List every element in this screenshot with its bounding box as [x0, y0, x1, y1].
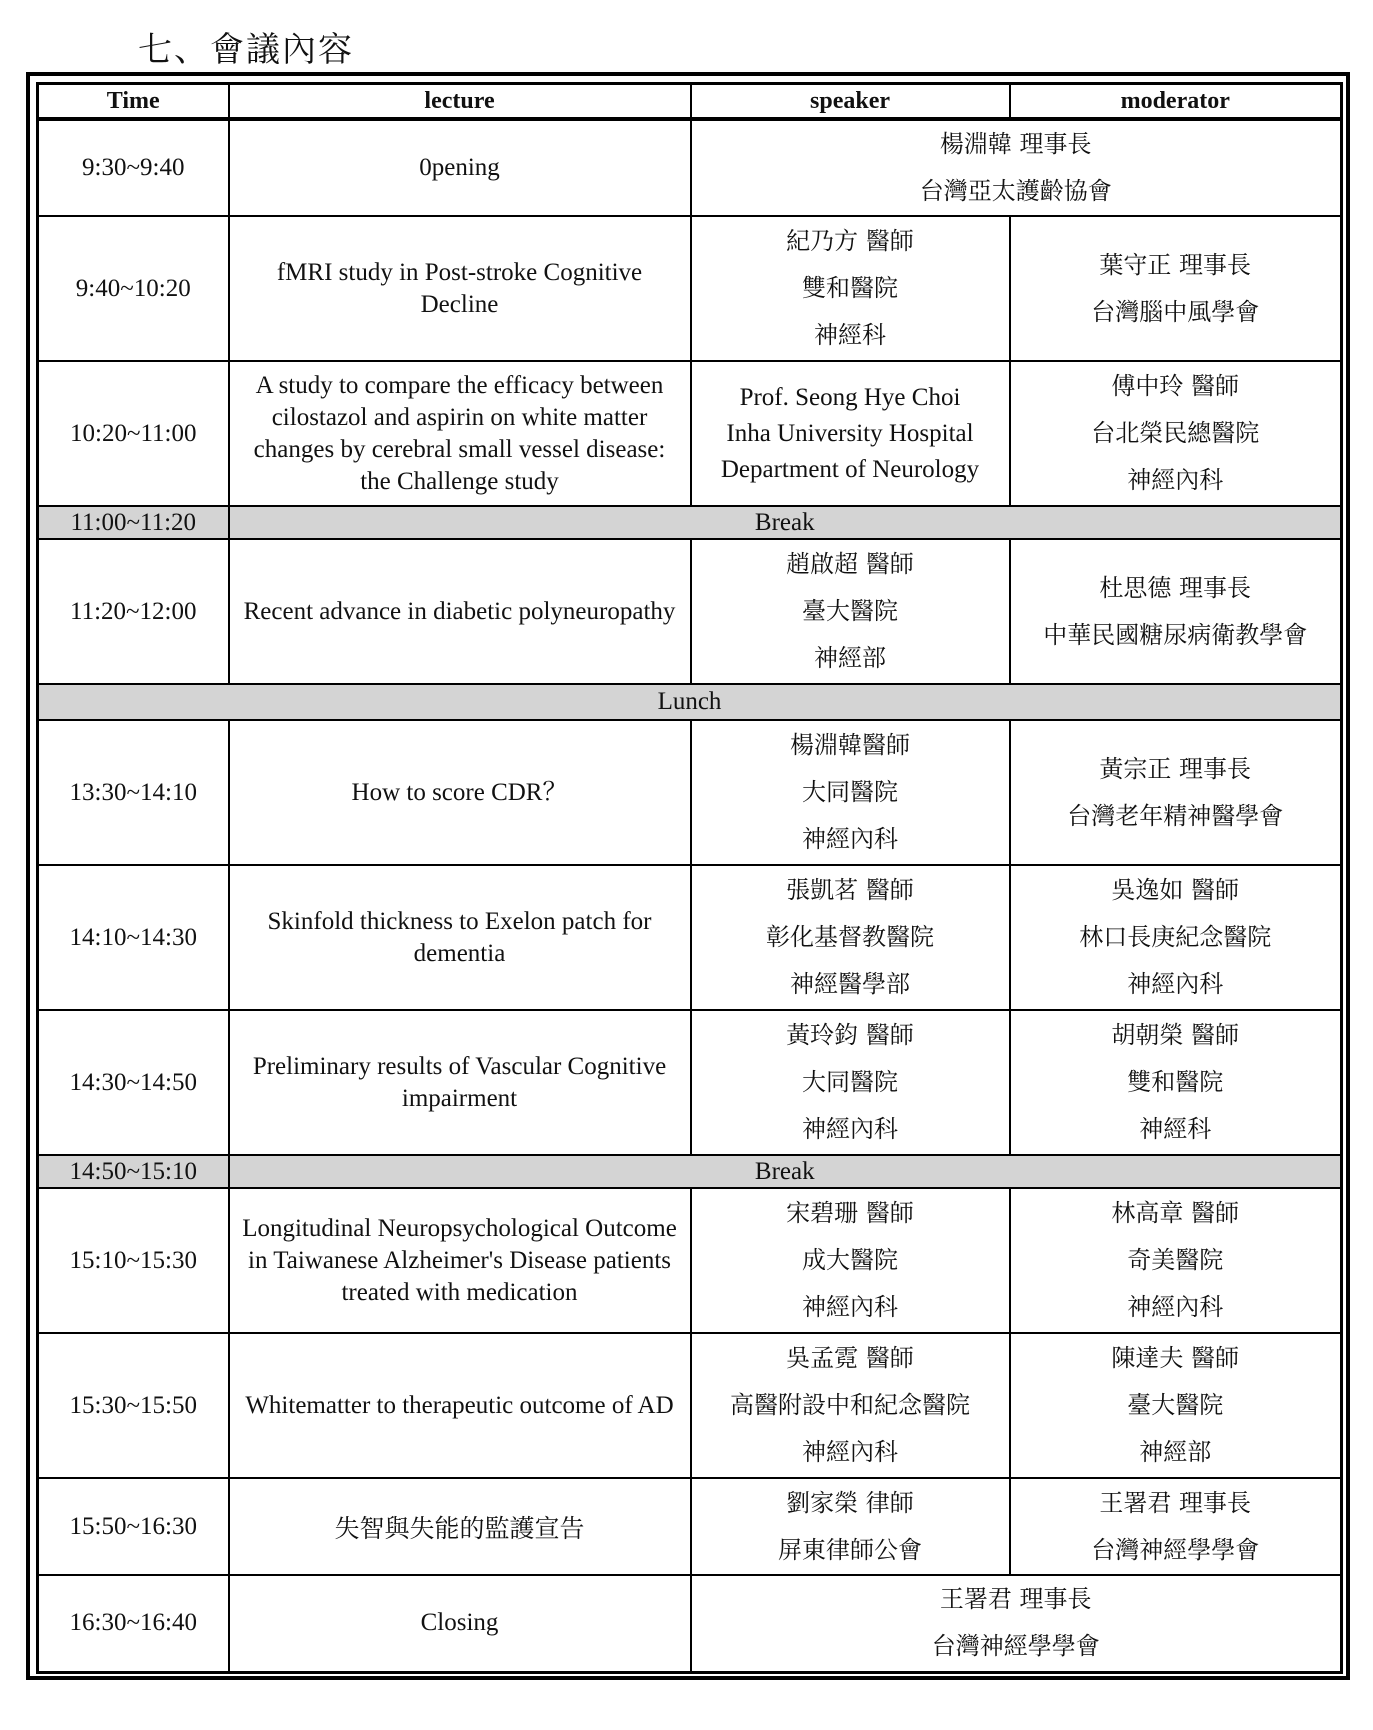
moderator-org: 台灣神經學學會	[1091, 1535, 1260, 1564]
time-cell: 9:40~10:20	[38, 216, 229, 361]
speaker-org: 大同醫院	[802, 1068, 898, 1096]
moderator-dept: 神經部	[1139, 1438, 1212, 1466]
moderator-dept: 神經內科	[1127, 970, 1224, 998]
moderator-org: 台北榮民總醫院	[1091, 419, 1260, 447]
speaker-org: 大同醫院	[802, 778, 898, 806]
table-row	[38, 1478, 1342, 1575]
speaker-org: 彰化基督教醫院	[766, 923, 934, 951]
moderator-name: 陳達夫 醫師	[1111, 1344, 1240, 1372]
table-row	[38, 720, 1342, 865]
table-row	[38, 539, 1342, 684]
speaker-cell	[691, 216, 1010, 361]
header-time: Time	[38, 84, 229, 120]
header-row	[38, 84, 1342, 120]
lecture-cell: fMRI study in Post-stroke Cognitive Decline	[229, 216, 691, 361]
moderator-dept: 神經內科	[1127, 1293, 1224, 1321]
moderator-cell	[1010, 361, 1342, 506]
lecture-cell: A study to compare the efficacy between cilostazol and aspirin on white matter changes by cerebral small vessel disease: the Challenge study	[229, 361, 691, 506]
speaker-cell	[691, 361, 1010, 506]
lecture-cell: Whitematter to therapeutic outcome of AD	[229, 1333, 691, 1478]
moderator-org: 奇美醫院	[1127, 1246, 1224, 1274]
break-row	[38, 506, 1342, 539]
time-cell: 11:00~11:20	[38, 506, 229, 539]
moderator-name: 吳逸如 醫師	[1111, 876, 1240, 904]
speaker-name: 楊淵韓醫師	[790, 731, 910, 759]
lecture-cell: Skinfold thickness to Exelon patch for dementia	[229, 865, 691, 1010]
moderator-cell	[1010, 865, 1342, 1010]
time-cell: 14:10~14:30	[38, 865, 229, 1010]
moderator-cell	[1010, 1478, 1342, 1575]
speaker-cell	[691, 1333, 1010, 1478]
speaker-name: 劉家榮 律師	[786, 1488, 914, 1517]
moderator-org: 台灣老年精神醫學會	[1067, 801, 1284, 830]
speaker-name: Prof. Seong Hye Choi	[739, 383, 961, 411]
host-org: 台灣神經學學會	[931, 1632, 1100, 1661]
table-row	[38, 119, 1342, 216]
speaker-dept: 神經部	[814, 644, 886, 672]
speaker-name: 宋碧珊 醫師	[786, 1199, 914, 1227]
time-cell: 15:10~15:30	[38, 1188, 229, 1333]
host-name: 王署君 理事長	[939, 1585, 1092, 1614]
speaker-org: 雙和醫院	[802, 274, 898, 302]
moderator-dept: 神經科	[1139, 1115, 1212, 1143]
host-cell	[691, 119, 1342, 216]
moderator-name: 傅中玲 醫師	[1111, 372, 1240, 400]
lecture-cell: Recent advance in diabetic polyneuropathy	[229, 539, 691, 684]
moderator-cell	[1010, 1188, 1342, 1333]
speaker-dept: 神經內科	[802, 1293, 898, 1321]
time-cell: 14:50~15:10	[38, 1155, 229, 1188]
moderator-org: 林口長庚紀念醫院	[1079, 923, 1272, 951]
moderator-name: 黃宗正 理事長	[1099, 754, 1252, 783]
time-cell: 10:20~11:00	[38, 361, 229, 506]
moderator-dept: 神經內科	[1127, 466, 1224, 494]
moderator-name: 林高章 醫師	[1111, 1199, 1240, 1227]
header-speaker: speaker	[691, 84, 1010, 120]
table-row	[38, 216, 1342, 361]
lecture-cell: How to score CDR？	[229, 720, 691, 865]
time-cell: 14:30~14:50	[38, 1010, 229, 1155]
moderator-cell	[1010, 720, 1342, 865]
lecture-cell: 失智與失能的監護宣告	[229, 1478, 691, 1575]
table-row	[38, 1188, 1342, 1333]
moderator-name: 葉守正 理事長	[1099, 250, 1252, 279]
break-row	[38, 1155, 1342, 1188]
agenda-table	[36, 82, 1343, 1674]
speaker-org: 高醫附設中和紀念醫院	[730, 1391, 970, 1419]
speaker-name: 張凱茗 醫師	[786, 876, 914, 904]
speaker-dept: 神經內科	[802, 825, 898, 853]
moderator-org: 雙和醫院	[1127, 1068, 1224, 1096]
time-cell: 15:30~15:50	[38, 1333, 229, 1478]
speaker-name: 紀乃方 醫師	[786, 227, 914, 255]
header-lecture: lecture	[229, 84, 691, 120]
speaker-dept: 神經內科	[802, 1115, 898, 1143]
time-cell: 16:30~16:40	[38, 1575, 229, 1672]
lunch-row	[38, 684, 1342, 720]
moderator-name: 胡朝榮 醫師	[1111, 1021, 1240, 1049]
table-row	[38, 865, 1342, 1010]
table-row	[38, 1575, 1342, 1672]
moderator-org: 臺大醫院	[1127, 1391, 1224, 1419]
speaker-dept: 神經醫學部	[790, 970, 910, 998]
time-cell: 9:30~9:40	[38, 119, 229, 216]
speaker-dept: 神經科	[814, 321, 886, 349]
speaker-cell	[691, 865, 1010, 1010]
break-label: Break	[229, 506, 1342, 539]
moderator-name: 杜思德 理事長	[1099, 573, 1252, 602]
moderator-cell	[1010, 1010, 1342, 1155]
speaker-cell	[691, 1478, 1010, 1575]
speaker-cell	[691, 1188, 1010, 1333]
lecture-cell: Preliminary results of Vascular Cognitive impairment	[229, 1010, 691, 1155]
time-cell: 11:20~12:00	[38, 539, 229, 684]
time-cell: 13:30~14:10	[38, 720, 229, 865]
page-title: 七、會議內容	[138, 30, 354, 70]
speaker-name: 趙啟超 醫師	[786, 550, 914, 578]
lunch-label: Lunch	[38, 684, 1342, 720]
speaker-name: 黃玲鈞 醫師	[786, 1021, 914, 1049]
speaker-dept: Department of Neurology	[720, 455, 980, 483]
time-cell: 15:50~16:30	[38, 1478, 229, 1575]
moderator-name: 王署君 理事長	[1099, 1488, 1252, 1517]
host-name: 楊淵韓 理事長	[939, 130, 1092, 158]
moderator-org: 中華民國糖尿病衛教學會	[1043, 620, 1308, 649]
moderator-cell	[1010, 1333, 1342, 1478]
moderator-cell	[1010, 539, 1342, 684]
speaker-org: Inha University Hospital	[726, 419, 974, 447]
speaker-name: 吳孟霓 醫師	[786, 1344, 914, 1372]
lecture-cell: 0pening	[229, 119, 691, 216]
moderator-cell	[1010, 216, 1342, 361]
host-cell	[691, 1575, 1342, 1672]
table-row	[38, 1333, 1342, 1478]
speaker-org: 成大醫院	[802, 1246, 898, 1274]
table-row	[38, 361, 1342, 506]
lecture-cell: Closing	[229, 1575, 691, 1672]
moderator-org: 台灣腦中風學會	[1091, 297, 1260, 326]
lecture-cell: Longitudinal Neuropsychological Outcome in Taiwanese Alzheimer's Disease patients treated with medication	[229, 1188, 691, 1333]
speaker-org: 屏東律師公會	[778, 1535, 922, 1564]
speaker-dept: 神經內科	[802, 1438, 898, 1466]
header-moderator: moderator	[1010, 84, 1342, 120]
speaker-cell	[691, 539, 1010, 684]
table-row	[38, 1010, 1342, 1155]
host-org: 台灣亞太護齡協會	[919, 177, 1112, 205]
speaker-cell	[691, 1010, 1010, 1155]
speaker-cell	[691, 720, 1010, 865]
speaker-org: 臺大醫院	[802, 597, 898, 625]
break-label: Break	[229, 1155, 1342, 1188]
